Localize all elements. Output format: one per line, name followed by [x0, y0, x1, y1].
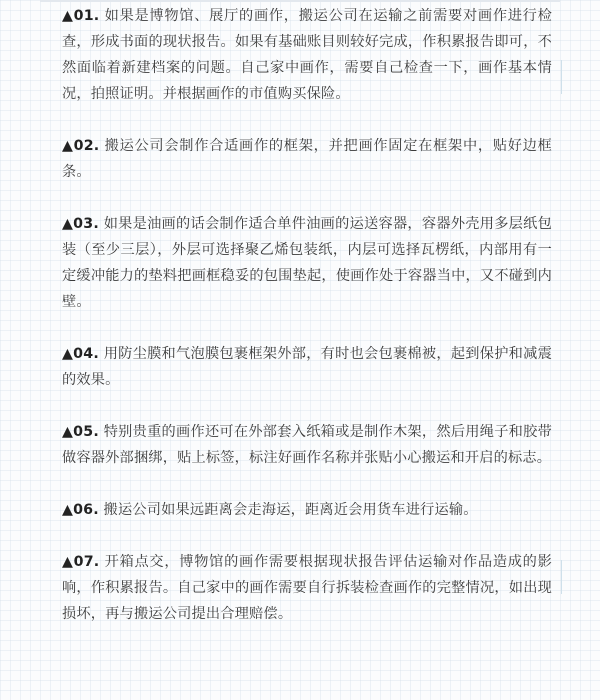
step-marker: ▲01. — [62, 8, 100, 24]
step-text: 搬运公司会制作合适画作的框架，并把画作固定在框架中，贴好边框条。 — [62, 138, 552, 180]
step-marker: ▲05. — [62, 424, 99, 440]
step-text: 搬运公司如果远距离会走海运，距离近会用货车进行运输。 — [98, 502, 478, 518]
step-item-01 — [62, 3, 552, 107]
step-item-02 — [62, 133, 552, 185]
top-divider — [40, 0, 560, 2]
edge-decoration — [561, 560, 562, 594]
step-item-05 — [62, 419, 552, 471]
step-item-07 — [62, 549, 552, 627]
edge-decoration — [561, 60, 562, 94]
spacer — [62, 107, 552, 133]
spacer — [62, 523, 552, 549]
spacer — [62, 393, 552, 419]
step-marker: ▲04. — [62, 346, 99, 362]
step-item-06 — [62, 497, 552, 523]
article-body — [62, 3, 552, 627]
step-item-04 — [62, 341, 552, 393]
step-marker: ▲06. — [62, 502, 99, 518]
spacer — [62, 185, 552, 211]
step-text: 如果是油画的话会制作适合单件油画的运送容器，容器外壳用多层纸包装（至少三层），外层可选择聚乙烯包装纸，内层可选择瓦楞纸，内部用有一定缓冲能力的垫料把画框稳妥的包围垫起，使画作处于容器当中，又不碰到内壁。 — [62, 216, 552, 310]
step-text: 开箱点交，博物馆的画作需要根据现状报告评估运输对作品造成的影响，作积累报告。自己家中的画作需要自行拆装检查画作的完整情况，如出现损坏，再与搬运公司提出合理赔偿。 — [62, 554, 552, 622]
spacer — [62, 471, 552, 497]
step-text: 用防尘膜和气泡膜包裹框架外部，有时也会包裹棉被，起到保护和减震的效果。 — [62, 346, 552, 388]
step-text: 如果是博物馆、展厅的画作，搬运公司在运输之前需要对画作进行检查，形成书面的现状报告。如果有基础账目则较好完成，作积累报告即可，不然面临着新建档案的问题。自己家中画作，需要自己检查一下，画作基本情况，拍照证明。并根据画作的市值购买保险。 — [62, 8, 552, 102]
step-marker: ▲07. — [62, 554, 100, 570]
spacer — [62, 315, 552, 341]
step-item-03 — [62, 211, 552, 315]
step-text: 特别贵重的画作还可在外部套入纸箱或是制作木架，然后用绳子和胶带做容器外部捆绑，贴上标签，标注好画作名称并张贴小心搬运和开启的标志。 — [62, 424, 552, 466]
step-marker: ▲02. — [62, 138, 100, 154]
step-marker: ▲03. — [62, 216, 99, 232]
